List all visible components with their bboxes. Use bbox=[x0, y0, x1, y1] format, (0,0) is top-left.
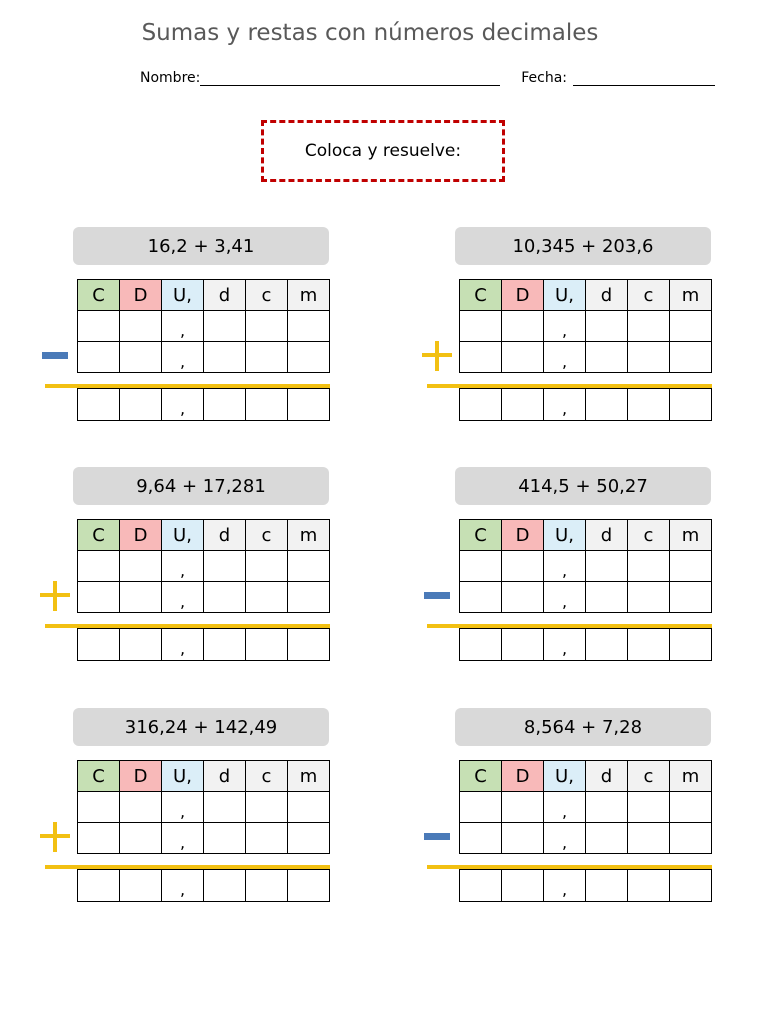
name-label: Nombre: bbox=[140, 70, 201, 86]
place-header: U, bbox=[162, 280, 204, 311]
problem-expression: 8,564 + 7,28 bbox=[455, 708, 711, 746]
digit-cell[interactable]: , bbox=[162, 342, 204, 373]
digit-cell[interactable] bbox=[78, 551, 120, 582]
digit-cell[interactable] bbox=[78, 582, 120, 613]
digit-cell[interactable] bbox=[204, 311, 246, 342]
digit-cell[interactable] bbox=[628, 582, 670, 613]
result-cell[interactable] bbox=[460, 629, 502, 661]
digit-cell[interactable] bbox=[670, 311, 712, 342]
place-header: D bbox=[120, 520, 162, 551]
digit-cell[interactable] bbox=[288, 551, 330, 582]
digit-cell[interactable] bbox=[78, 792, 120, 823]
result-grid bbox=[459, 628, 712, 661]
digit-cell[interactable] bbox=[246, 582, 288, 613]
digit-cell[interactable] bbox=[204, 582, 246, 613]
digit-cell[interactable] bbox=[120, 582, 162, 613]
digit-cell[interactable] bbox=[246, 551, 288, 582]
digit-cell[interactable]: , bbox=[162, 311, 204, 342]
result-cell[interactable] bbox=[502, 629, 544, 661]
result-grid bbox=[77, 628, 330, 661]
problem-block bbox=[459, 708, 759, 908]
result-cell[interactable] bbox=[670, 870, 712, 902]
digit-cell[interactable]: , bbox=[162, 792, 204, 823]
digit-cell[interactable] bbox=[670, 792, 712, 823]
result-grid bbox=[459, 388, 712, 421]
digit-cell[interactable] bbox=[460, 311, 502, 342]
place-header: U, bbox=[544, 761, 586, 792]
digit-cell[interactable]: , bbox=[162, 823, 204, 854]
digit-cell[interactable] bbox=[502, 342, 544, 373]
digit-cell[interactable] bbox=[288, 311, 330, 342]
result-grid bbox=[77, 869, 330, 902]
result-cell[interactable] bbox=[78, 389, 120, 421]
result-cell[interactable] bbox=[586, 389, 628, 421]
problem-expression: 316,24 + 142,49 bbox=[73, 708, 329, 746]
result-cell[interactable] bbox=[670, 629, 712, 661]
digit-cell[interactable] bbox=[246, 823, 288, 854]
result-cell[interactable] bbox=[120, 870, 162, 902]
digit-cell[interactable]: , bbox=[544, 551, 586, 582]
digit-cell[interactable] bbox=[628, 551, 670, 582]
place-header: d bbox=[586, 520, 628, 551]
digit-cell[interactable] bbox=[120, 311, 162, 342]
place-header: C bbox=[78, 520, 120, 551]
problem-block bbox=[459, 467, 759, 667]
result-cell[interactable] bbox=[120, 389, 162, 421]
digit-cell[interactable] bbox=[288, 582, 330, 613]
result-cell[interactable] bbox=[246, 870, 288, 902]
place-header: D bbox=[502, 520, 544, 551]
digit-cell[interactable] bbox=[204, 823, 246, 854]
place-header: c bbox=[628, 520, 670, 551]
problem-expression: 10,345 + 203,6 bbox=[455, 227, 711, 265]
digit-cell[interactable] bbox=[460, 551, 502, 582]
digit-cell[interactable] bbox=[586, 582, 628, 613]
result-cell[interactable]: , bbox=[544, 389, 586, 421]
place-header: U, bbox=[544, 280, 586, 311]
minus-icon bbox=[422, 581, 452, 611]
digit-cell[interactable] bbox=[78, 823, 120, 854]
place-header: D bbox=[120, 280, 162, 311]
digit-cell[interactable] bbox=[586, 311, 628, 342]
place-value-grid bbox=[459, 519, 712, 613]
place-header: D bbox=[502, 761, 544, 792]
place-header: c bbox=[246, 761, 288, 792]
digit-cell[interactable]: , bbox=[162, 551, 204, 582]
place-header: C bbox=[78, 761, 120, 792]
digit-cell[interactable] bbox=[204, 342, 246, 373]
name-field[interactable] bbox=[200, 71, 500, 86]
digit-cell[interactable] bbox=[502, 311, 544, 342]
place-header: m bbox=[288, 280, 330, 311]
place-header: C bbox=[78, 280, 120, 311]
digit-cell[interactable] bbox=[246, 311, 288, 342]
place-header: U, bbox=[544, 520, 586, 551]
digit-cell[interactable]: , bbox=[544, 792, 586, 823]
plus-icon bbox=[40, 822, 70, 852]
minus-icon bbox=[40, 341, 70, 371]
result-cell[interactable] bbox=[628, 629, 670, 661]
place-header: U, bbox=[162, 520, 204, 551]
problem-block bbox=[77, 227, 377, 427]
place-header: m bbox=[670, 761, 712, 792]
digit-cell[interactable] bbox=[586, 342, 628, 373]
digit-cell[interactable] bbox=[586, 792, 628, 823]
place-header: d bbox=[204, 761, 246, 792]
result-cell[interactable] bbox=[502, 389, 544, 421]
place-header: c bbox=[246, 280, 288, 311]
result-cell[interactable] bbox=[120, 629, 162, 661]
digit-cell[interactable]: , bbox=[544, 823, 586, 854]
result-cell[interactable]: , bbox=[544, 629, 586, 661]
place-header: c bbox=[628, 761, 670, 792]
digit-cell[interactable] bbox=[78, 311, 120, 342]
result-cell[interactable]: , bbox=[162, 389, 204, 421]
name-date-row bbox=[140, 70, 715, 86]
minus-icon bbox=[422, 822, 452, 852]
place-header: D bbox=[120, 761, 162, 792]
result-cell[interactable]: , bbox=[544, 870, 586, 902]
place-header: m bbox=[670, 280, 712, 311]
result-cell[interactable] bbox=[288, 870, 330, 902]
digit-cell[interactable] bbox=[502, 792, 544, 823]
result-cell[interactable]: , bbox=[162, 870, 204, 902]
instruction-box bbox=[261, 120, 505, 182]
problem-expression: 9,64 + 17,281 bbox=[73, 467, 329, 505]
result-cell[interactable] bbox=[204, 629, 246, 661]
digit-cell[interactable] bbox=[586, 823, 628, 854]
plus-icon bbox=[40, 581, 70, 611]
digit-cell[interactable] bbox=[586, 551, 628, 582]
place-header: m bbox=[670, 520, 712, 551]
problem-block bbox=[77, 708, 377, 908]
date-label: Fecha: bbox=[521, 70, 568, 86]
result-cell[interactable] bbox=[78, 629, 120, 661]
digit-cell[interactable] bbox=[460, 582, 502, 613]
digit-cell[interactable] bbox=[502, 582, 544, 613]
place-header: C bbox=[460, 520, 502, 551]
digit-cell[interactable] bbox=[460, 792, 502, 823]
place-header: C bbox=[460, 280, 502, 311]
place-value-grid bbox=[77, 519, 330, 613]
digit-cell[interactable] bbox=[670, 823, 712, 854]
digit-cell[interactable] bbox=[460, 823, 502, 854]
place-header: D bbox=[502, 280, 544, 311]
place-header: c bbox=[246, 520, 288, 551]
result-cell[interactable] bbox=[502, 870, 544, 902]
result-cell[interactable] bbox=[78, 870, 120, 902]
page-title: Sumas y restas con números decimales bbox=[141, 20, 599, 46]
result-cell[interactable] bbox=[586, 870, 628, 902]
digit-cell[interactable] bbox=[246, 792, 288, 823]
digit-cell[interactable] bbox=[288, 342, 330, 373]
place-value-grid bbox=[459, 279, 712, 373]
digit-cell[interactable] bbox=[628, 342, 670, 373]
result-cell[interactable] bbox=[586, 629, 628, 661]
digit-cell[interactable] bbox=[120, 823, 162, 854]
place-header: d bbox=[204, 520, 246, 551]
digit-cell[interactable] bbox=[460, 342, 502, 373]
result-cell[interactable]: , bbox=[162, 629, 204, 661]
place-value-grid bbox=[77, 760, 330, 854]
result-cell[interactable] bbox=[288, 629, 330, 661]
digit-cell[interactable] bbox=[120, 792, 162, 823]
date-field[interactable] bbox=[573, 71, 715, 86]
digit-cell[interactable]: , bbox=[162, 582, 204, 613]
digit-cell[interactable] bbox=[502, 551, 544, 582]
result-cell[interactable] bbox=[204, 389, 246, 421]
place-header: U, bbox=[162, 761, 204, 792]
place-header: d bbox=[586, 761, 628, 792]
result-cell[interactable] bbox=[628, 870, 670, 902]
digit-cell[interactable]: , bbox=[544, 311, 586, 342]
digit-cell[interactable] bbox=[78, 342, 120, 373]
place-value-grid bbox=[77, 279, 330, 373]
digit-cell[interactable] bbox=[288, 823, 330, 854]
result-grid bbox=[77, 388, 330, 421]
place-header: C bbox=[460, 761, 502, 792]
digit-cell[interactable] bbox=[288, 792, 330, 823]
digit-cell[interactable] bbox=[628, 792, 670, 823]
digit-cell[interactable] bbox=[670, 342, 712, 373]
digit-cell[interactable] bbox=[670, 582, 712, 613]
digit-cell[interactable] bbox=[246, 342, 288, 373]
digit-cell[interactable] bbox=[204, 792, 246, 823]
digit-cell[interactable]: , bbox=[544, 342, 586, 373]
result-grid bbox=[459, 869, 712, 902]
problem-expression: 16,2 + 3,41 bbox=[73, 227, 329, 265]
digit-cell[interactable] bbox=[204, 551, 246, 582]
result-cell[interactable] bbox=[670, 389, 712, 421]
digit-cell[interactable] bbox=[628, 311, 670, 342]
result-cell[interactable] bbox=[460, 870, 502, 902]
place-header: c bbox=[628, 280, 670, 311]
result-cell[interactable] bbox=[460, 389, 502, 421]
place-value-grid bbox=[459, 760, 712, 854]
instruction-text: Coloca y resuelve: bbox=[304, 141, 462, 161]
result-cell[interactable] bbox=[204, 870, 246, 902]
result-cell[interactable] bbox=[246, 389, 288, 421]
digit-cell[interactable] bbox=[120, 551, 162, 582]
place-header: m bbox=[288, 520, 330, 551]
plus-icon bbox=[422, 341, 452, 371]
problem-block bbox=[77, 467, 377, 667]
problem-expression: 414,5 + 50,27 bbox=[455, 467, 711, 505]
place-header: d bbox=[586, 280, 628, 311]
result-cell[interactable] bbox=[628, 389, 670, 421]
digit-cell[interactable]: , bbox=[544, 582, 586, 613]
result-cell[interactable] bbox=[246, 629, 288, 661]
place-header: d bbox=[204, 280, 246, 311]
digit-cell[interactable] bbox=[628, 823, 670, 854]
result-cell[interactable] bbox=[288, 389, 330, 421]
digit-cell[interactable] bbox=[120, 342, 162, 373]
digit-cell[interactable] bbox=[502, 823, 544, 854]
digit-cell[interactable] bbox=[670, 551, 712, 582]
problem-block bbox=[459, 227, 759, 427]
place-header: m bbox=[288, 761, 330, 792]
